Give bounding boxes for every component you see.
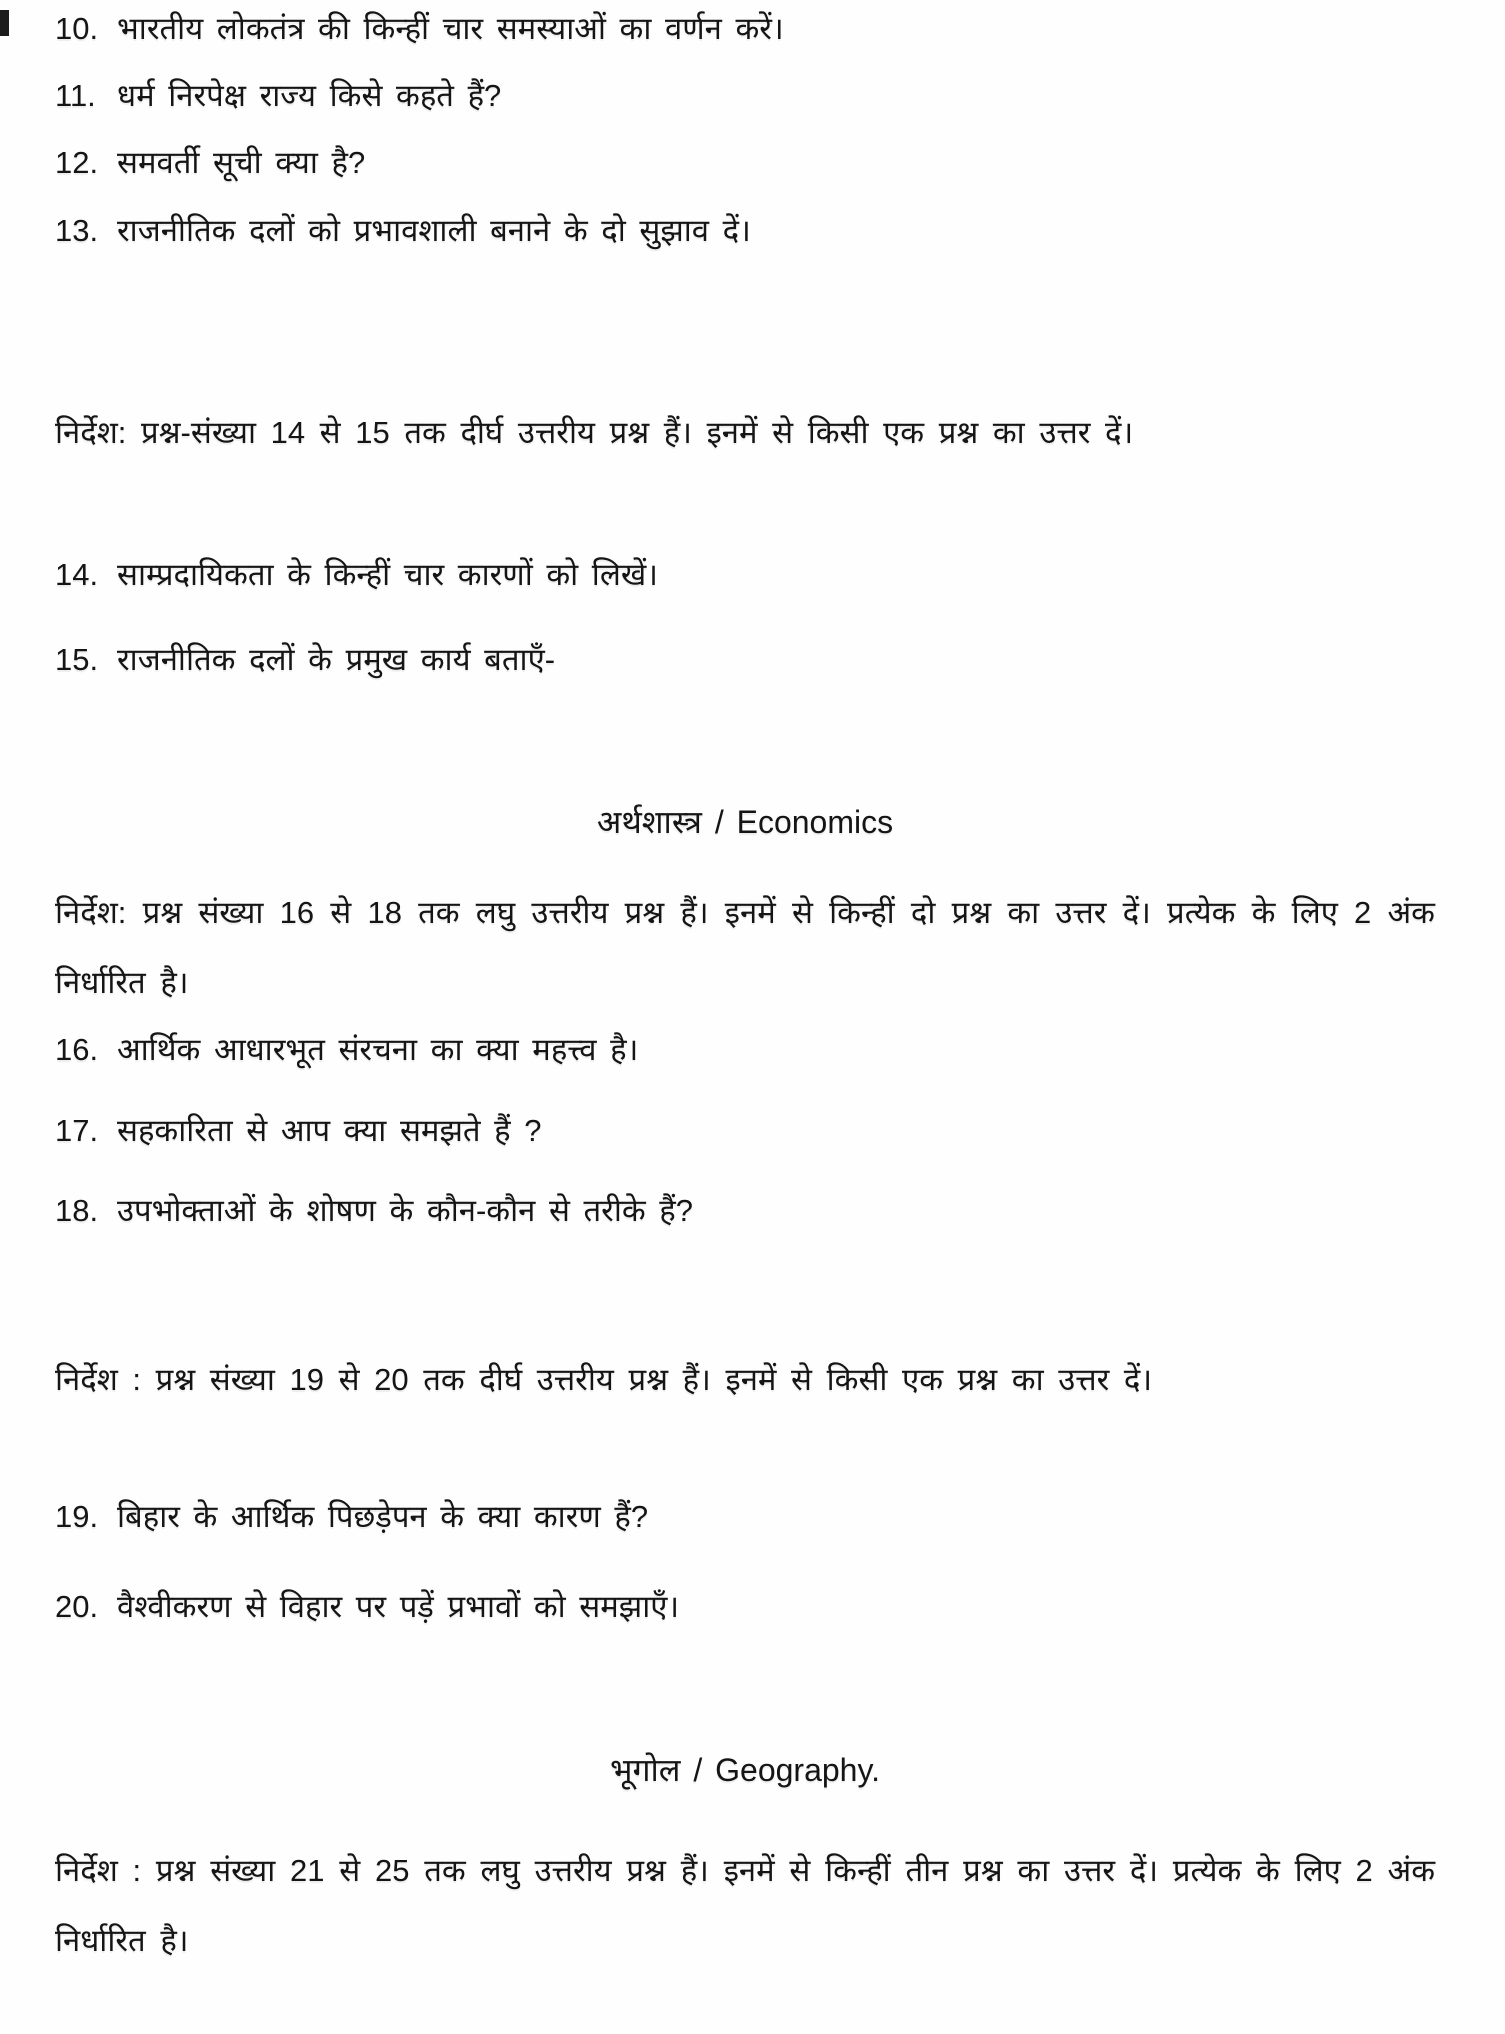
question-16: [55, 1027, 1435, 1073]
page-content: [55, 0, 1435, 2034]
question-17: [55, 1108, 1435, 1154]
question-text: राजनीतिक दलों के प्रमुख कार्य बताएँ-: [117, 642, 556, 677]
question-text: बिहार के आर्थिक पिछड़ेपन के क्या कारण हैं?: [117, 1499, 649, 1534]
question-number: 16.: [55, 1032, 99, 1067]
question-15: [55, 637, 1435, 683]
question-number: 11.: [55, 78, 96, 113]
question-10: [55, 6, 1435, 52]
question-text: भारतीय लोकतंत्र की किन्हीं चार समस्याओं का वर्णन करें।: [117, 11, 784, 46]
question-14: [55, 552, 1435, 598]
question-number: 17.: [55, 1113, 99, 1148]
question-18: [55, 1188, 1435, 1234]
question-11: [55, 73, 1435, 119]
question-text: आर्थिक आधारभूत संरचना का क्या महत्त्व है।: [117, 1032, 639, 1067]
question-text: धर्म निरपेक्ष राज्य किसे कहते हैं?: [117, 78, 502, 113]
section-heading-geography: भूगोल / Geography.: [609, 1752, 880, 1788]
question-number: 18.: [55, 1193, 99, 1228]
question-text: सहकारिता से आप क्या समझते हैं ?: [117, 1113, 542, 1148]
question-number: 14.: [55, 557, 99, 592]
question-text: वैश्वीकरण से विहार पर पड़ें प्रभावों को समझाएँ।: [117, 1589, 680, 1624]
question-20: [55, 1584, 1435, 1630]
question-text: साम्प्रदायिकता के किन्हीं चार कारणों को लिखें।: [117, 557, 658, 592]
question-number: 10.: [55, 11, 99, 46]
question-number: 20.: [55, 1589, 99, 1624]
section-heading-economics: अर्थशास्त्र / Economics: [596, 804, 894, 840]
question-number: 13.: [55, 213, 99, 248]
question-13: [55, 208, 1435, 254]
question-12: [55, 140, 1435, 186]
question-19: [55, 1494, 1435, 1540]
instruction-q21-25: निर्देश : प्रश्न संख्या 21 से 25 तक लघु उत्तरीय प्रश्न हैं। इनमें से किन्हीं तीन प्रश्न का उत्तर दें। प्रत्येक के लिए 2 अंक निर्धारित है।: [55, 1853, 1435, 1958]
question-text: उपभोक्ताओं के शोषण के कौन-कौन से तरीके हैं?: [117, 1193, 694, 1228]
question-text: समवर्ती सूची क्या है?: [117, 145, 366, 180]
instruction-q16-18: निर्देश: प्रश्न संख्या 16 से 18 तक लघु उत्तरीय प्रश्न हैं। इनमें से किन्हीं दो प्रश्न का उत्तर दें। प्रत्येक के लिए 2 अंक निर्धारित है।: [55, 895, 1435, 1000]
question-number: 12.: [55, 145, 99, 180]
question-number: 15.: [55, 642, 99, 677]
scan-artifact: [0, 10, 9, 36]
instruction-q14-15: निर्देश: प्रश्न-संख्या 14 से 15 तक दीर्घ उत्तरीय प्रश्न हैं। इनमें से किसी एक प्रश्न का उत्तर दें।: [55, 415, 1134, 450]
instruction-q19-20: निर्देश : प्रश्न संख्या 19 से 20 तक दीर्घ उत्तरीय प्रश्न हैं। इनमें से किसी एक प्रश्न का उत्तर दें।: [55, 1362, 1153, 1397]
question-number: 19.: [55, 1499, 99, 1534]
question-text: राजनीतिक दलों को प्रभावशाली बनाने के दो सुझाव दें।: [117, 213, 751, 248]
